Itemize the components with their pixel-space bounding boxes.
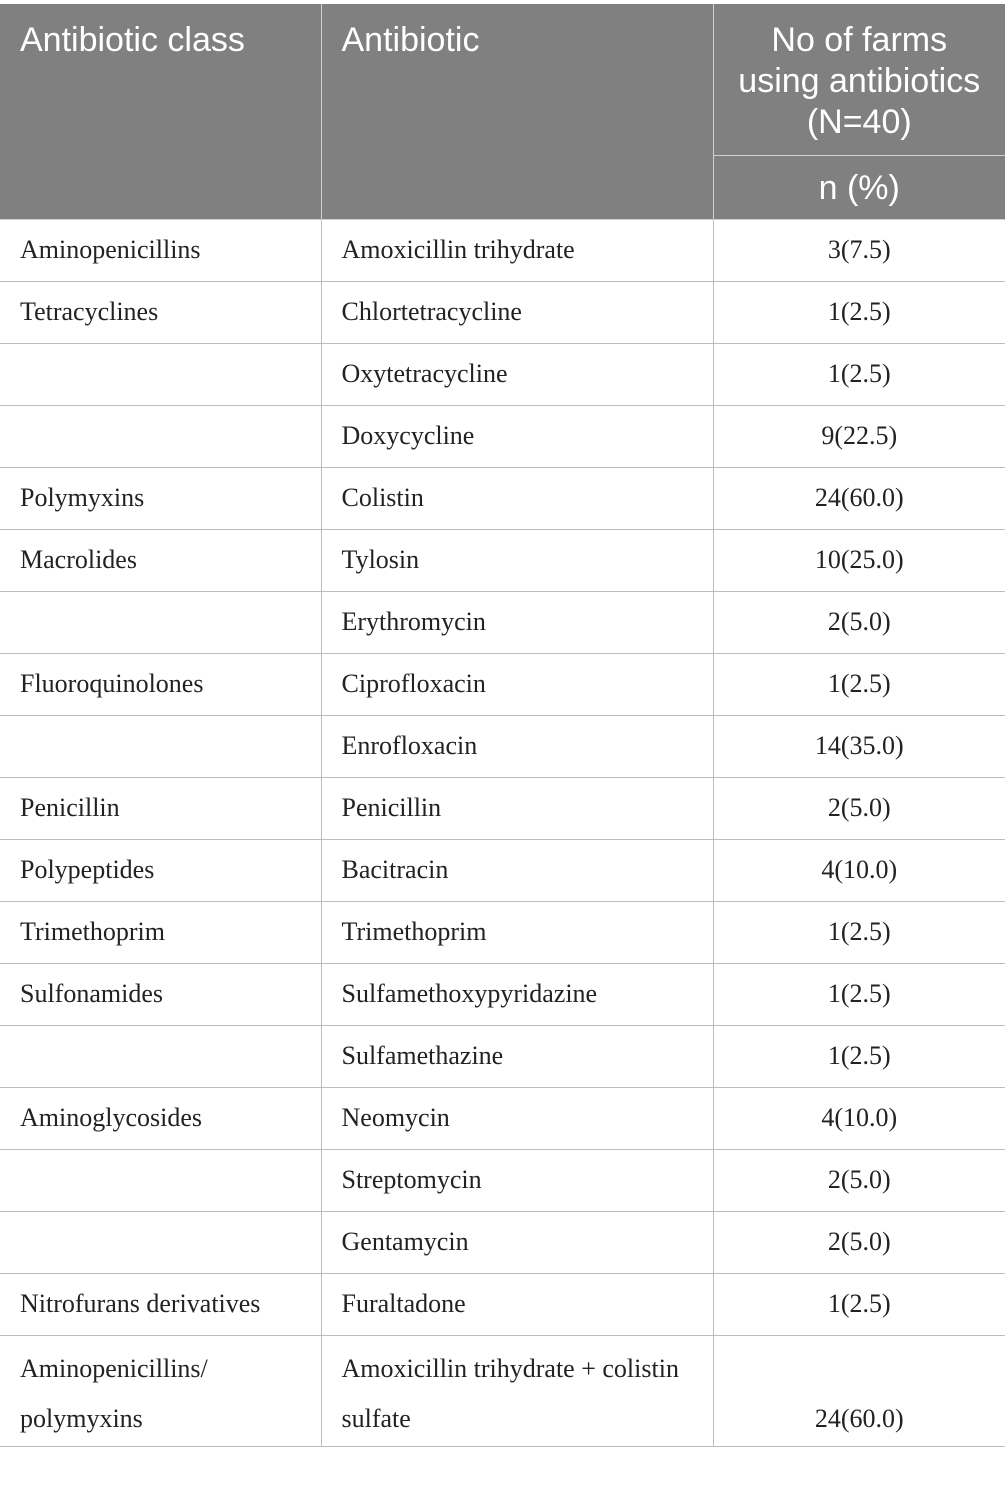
table-row <box>0 964 1005 1026</box>
header-antibiotic: Antibiotic <box>321 4 713 220</box>
cell-antibiotic-class <box>0 344 321 406</box>
table-row <box>0 406 1005 468</box>
cell-antibiotic-class: Polymyxins <box>0 468 321 530</box>
cell-antibiotic-class: Aminopenicillins/ polymyxins <box>0 1336 321 1447</box>
cell-farm-count: 9(22.5) <box>713 406 1005 468</box>
cell-antibiotic: Penicillin <box>321 778 713 840</box>
cell-antibiotic: Amoxicillin trihydrate <box>321 220 713 282</box>
cell-antibiotic: Enrofloxacin <box>321 716 713 778</box>
table-row <box>0 282 1005 344</box>
table-row <box>0 654 1005 716</box>
table-row <box>0 1150 1005 1212</box>
cell-farm-count: 1(2.5) <box>713 964 1005 1026</box>
table-row <box>0 778 1005 840</box>
table-row <box>0 840 1005 902</box>
cell-antibiotic: Trimethoprim <box>321 902 713 964</box>
cell-antibiotic: Colistin <box>321 468 713 530</box>
table-row <box>0 344 1005 406</box>
cell-antibiotic: Furaltadone <box>321 1274 713 1336</box>
table-header <box>0 4 1005 220</box>
antibiotic-usage-table <box>0 4 1005 1447</box>
cell-antibiotic-class: Nitrofurans derivatives <box>0 1274 321 1336</box>
cell-antibiotic-class: Sulfonamides <box>0 964 321 1026</box>
table-row <box>0 716 1005 778</box>
cell-antibiotic-class: Tetracyclines <box>0 282 321 344</box>
cell-antibiotic: Sulfamethoxypyridazine <box>321 964 713 1026</box>
cell-antibiotic-class <box>0 716 321 778</box>
header-antibiotic-class: Antibiotic class <box>0 4 321 220</box>
cell-antibiotic: Sulfamethazine <box>321 1026 713 1088</box>
cell-antibiotic: Amoxicillin trihydrate + colistin sulfate <box>321 1336 713 1447</box>
cell-farm-count: 3(7.5) <box>713 220 1005 282</box>
cell-farm-count: 2(5.0) <box>713 592 1005 654</box>
cell-farm-count: 4(10.0) <box>713 840 1005 902</box>
table-row <box>0 220 1005 282</box>
cell-antibiotic-class <box>0 592 321 654</box>
cell-antibiotic: Neomycin <box>321 1088 713 1150</box>
cell-farm-count: 1(2.5) <box>713 282 1005 344</box>
cell-antibiotic-class: Polypeptides <box>0 840 321 902</box>
table-row <box>0 468 1005 530</box>
cell-farm-count: 10(25.0) <box>713 530 1005 592</box>
cell-farm-count: 4(10.0) <box>713 1088 1005 1150</box>
cell-antibiotic: Doxycycline <box>321 406 713 468</box>
cell-antibiotic-class: Fluoroquinolones <box>0 654 321 716</box>
cell-antibiotic: Gentamycin <box>321 1212 713 1274</box>
cell-farm-count: 2(5.0) <box>713 778 1005 840</box>
cell-antibiotic: Chlortetracycline <box>321 282 713 344</box>
table-row <box>0 1212 1005 1274</box>
cell-antibiotic: Ciprofloxacin <box>321 654 713 716</box>
cell-farm-count: 1(2.5) <box>713 344 1005 406</box>
cell-antibiotic-class: Aminopenicillins <box>0 220 321 282</box>
header-farms-count: No of farms using antibiotics (N=40) <box>713 4 1005 156</box>
cell-farm-count: 1(2.5) <box>713 654 1005 716</box>
table-row <box>0 592 1005 654</box>
table-row <box>0 1026 1005 1088</box>
cell-antibiotic-class: Aminoglycosides <box>0 1088 321 1150</box>
cell-farm-count: 1(2.5) <box>713 1026 1005 1088</box>
cell-farm-count: 1(2.5) <box>713 902 1005 964</box>
cell-antibiotic: Tylosin <box>321 530 713 592</box>
cell-antibiotic: Oxytetracycline <box>321 344 713 406</box>
cell-farm-count: 2(5.0) <box>713 1212 1005 1274</box>
cell-antibiotic: Erythromycin <box>321 592 713 654</box>
table-row <box>0 902 1005 964</box>
cell-antibiotic: Bacitracin <box>321 840 713 902</box>
table-row <box>0 530 1005 592</box>
table-row <box>0 1088 1005 1150</box>
cell-antibiotic-class <box>0 1026 321 1088</box>
cell-antibiotic: Streptomycin <box>321 1150 713 1212</box>
cell-antibiotic-class <box>0 406 321 468</box>
cell-antibiotic-class: Macrolides <box>0 530 321 592</box>
table-body <box>0 220 1005 1447</box>
cell-farm-count: 2(5.0) <box>713 1150 1005 1212</box>
cell-antibiotic-class <box>0 1150 321 1212</box>
cell-farm-count: 24(60.0) <box>713 468 1005 530</box>
header-n-percent: n (%) <box>713 156 1005 220</box>
cell-antibiotic-class: Trimethoprim <box>0 902 321 964</box>
cell-farm-count: 14(35.0) <box>713 716 1005 778</box>
cell-antibiotic-class <box>0 1212 321 1274</box>
cell-farm-count: 1(2.5) <box>713 1274 1005 1336</box>
table-row <box>0 1274 1005 1336</box>
cell-antibiotic-class: Penicillin <box>0 778 321 840</box>
cell-farm-count: 24(60.0) <box>713 1336 1005 1447</box>
table-row <box>0 1336 1005 1447</box>
